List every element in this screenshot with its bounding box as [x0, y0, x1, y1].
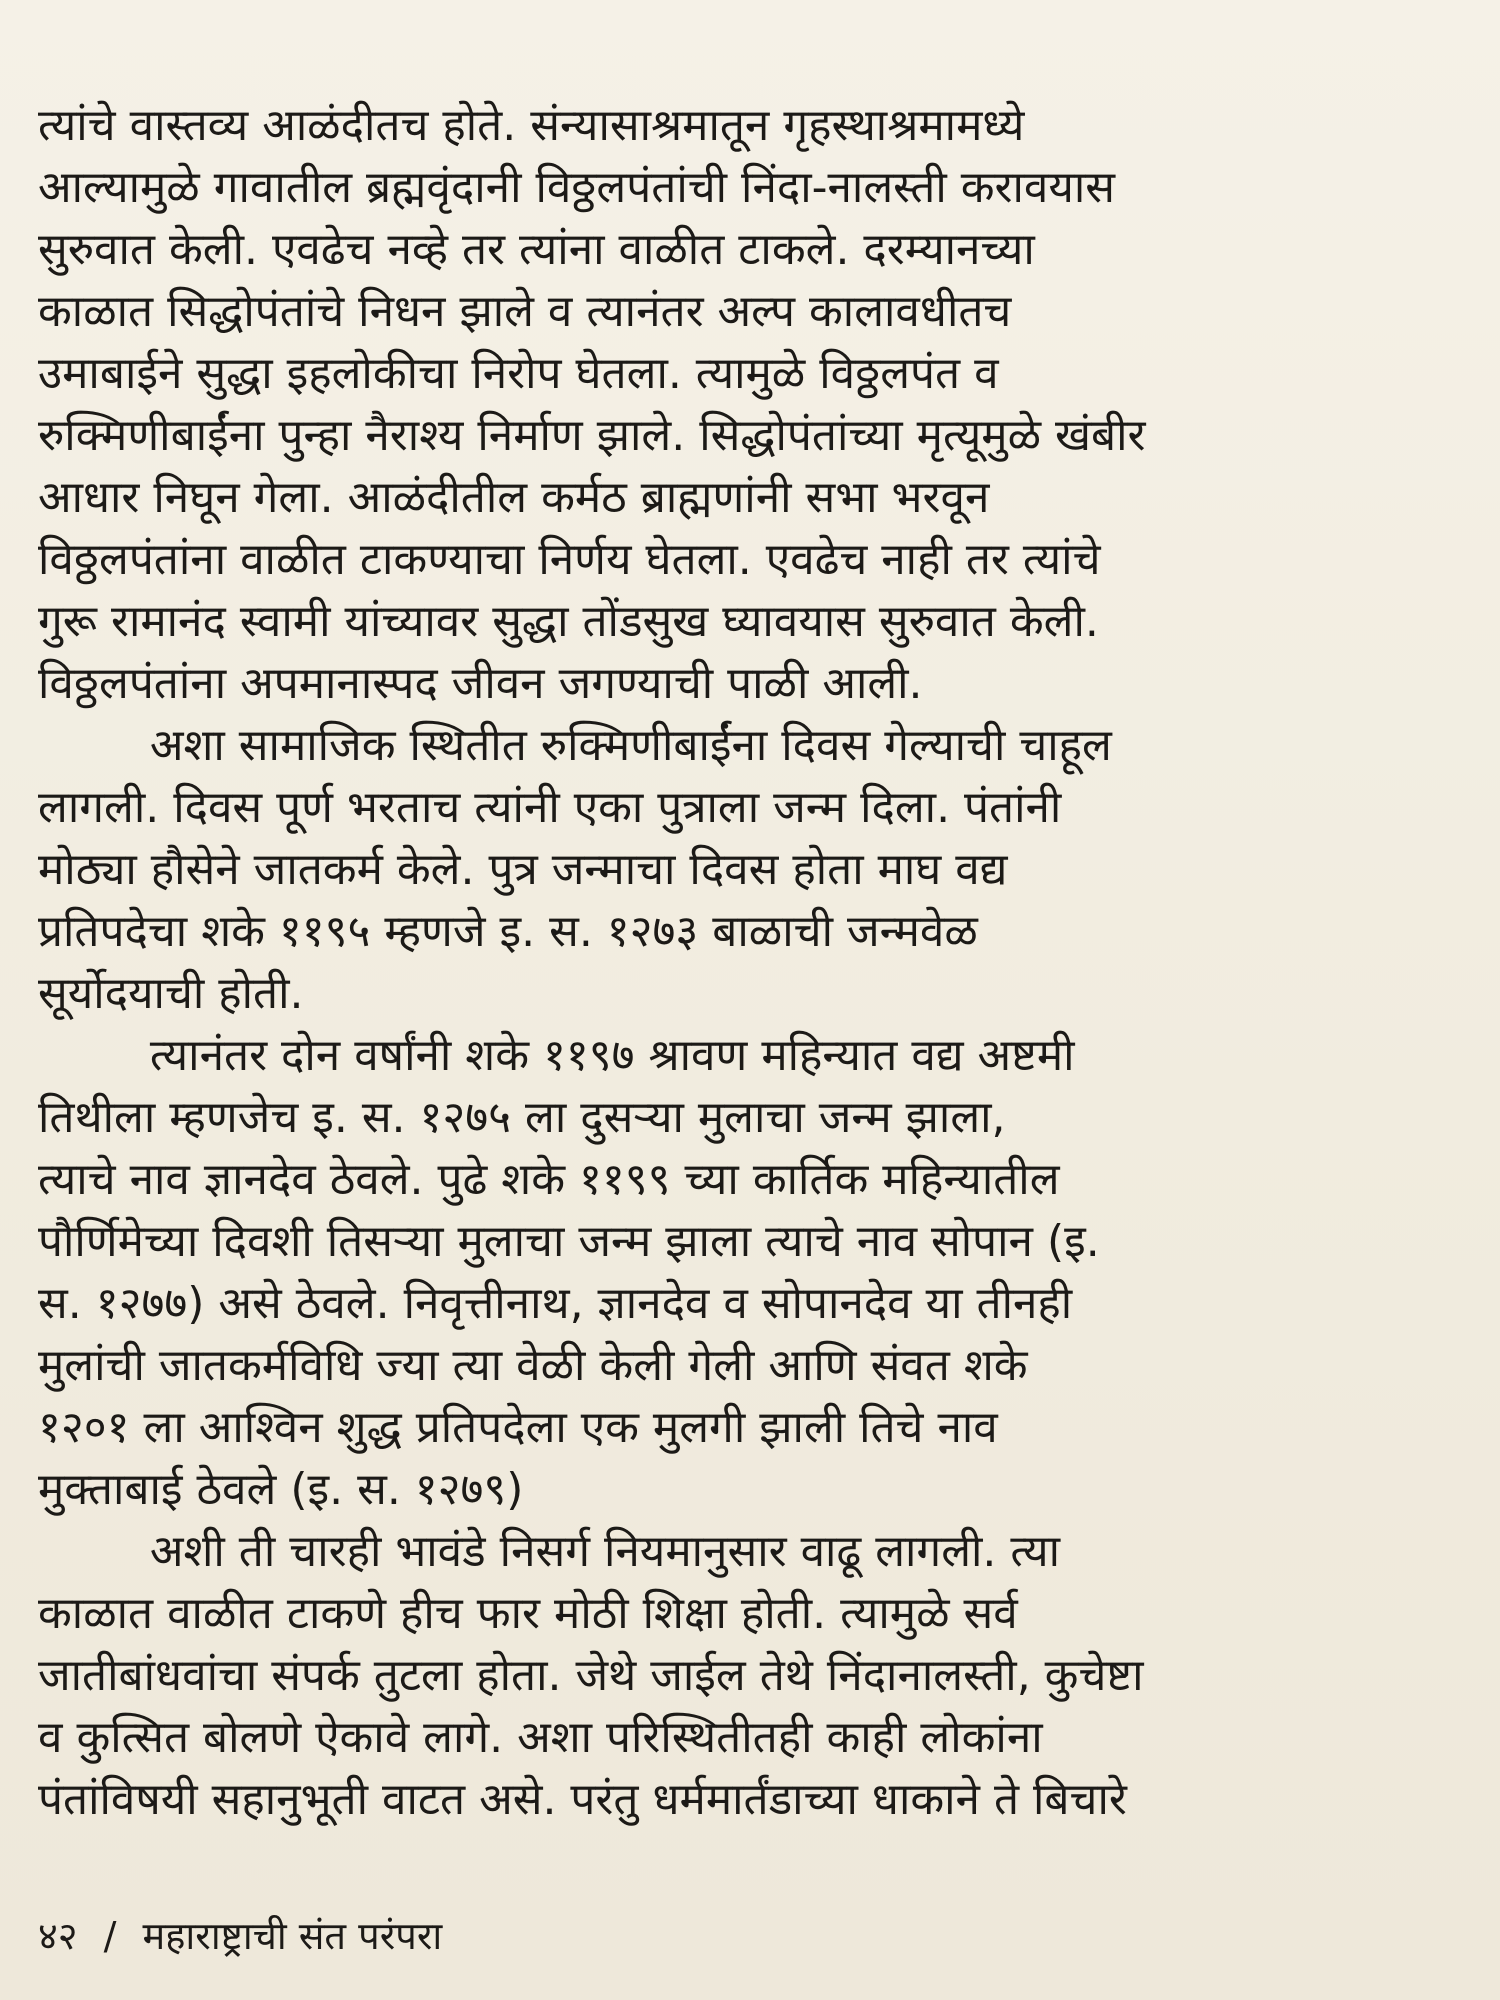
text-line: पंतांविषयी सहानुभूती वाटत असे. परंतु धर्ममार्तंडाच्या धाकाने ते बिचारे — [38, 1774, 1127, 1825]
page-number: ४२ — [38, 1914, 78, 1958]
text-line: त्यांचे वास्तव्य आळंदीतच होते. संन्यासाश्रमातून गृहस्थाश्रमामध्ये — [38, 100, 1025, 151]
text-line: विठ्ठलपंतांना वाळीत टाकण्याचा निर्णय घेतला. एवढेच नाही तर त्यांचे — [38, 534, 1101, 585]
text-line: स. १२७७) असे ठेवले. निवृत्तीनाथ, ज्ञानदेव व सोपानदेव या तीनही — [38, 1278, 1073, 1329]
text-line: त्यानंतर दोन वर्षांनी शके ११९७ श्रावण महिन्यात वद्य अष्टमी — [38, 1030, 1075, 1081]
text-line: पौर्णिमेच्या दिवशी तिसऱ्या मुलाचा जन्म झाला त्याचे नाव सोपान (इ. — [38, 1216, 1100, 1267]
text-line: सूर्योदयाची होती. — [38, 968, 304, 1019]
text-line: जातीबांधवांचा संपर्क तुटला होता. जेथे जाईल तेथे निंदानालस्ती, कुचेष्टा — [38, 1650, 1144, 1701]
text-line: मुलांची जातकर्मविधि ज्या त्या वेळी केली गेली आणि संवत शके — [38, 1340, 1028, 1391]
text-line: १२०१ ला आश्विन शुद्ध प्रतिपदेला एक मुलगी झाली तिचे नाव — [38, 1402, 998, 1453]
page-footer — [38, 1908, 442, 1964]
text-line: रुक्मिणीबाईंना पुन्हा नैराश्य निर्माण झाले. सिद्धोपंतांच्या मृत्यूमुळे खंबीर — [38, 410, 1146, 461]
text-line: सुरुवात केली. एवढेच नव्हे तर त्यांना वाळीत टाकले. दरम्यानच्या — [38, 224, 1035, 275]
text-line: लागली. दिवस पूर्ण भरताच त्यांनी एका पुत्राला जन्म दिला. पंतांनी — [38, 782, 1062, 833]
text-line: मोठ्या हौसेने जातकर्म केले. पुत्र जन्माचा दिवस होता माघ वद्य — [38, 844, 1008, 895]
footer-separator: / — [103, 1914, 117, 1958]
book-title: महाराष्ट्राची संत परंपरा — [142, 1914, 443, 1958]
text-line: त्याचे नाव ज्ञानदेव ठेवले. पुढे शके ११९९ च्या कार्तिक महिन्यातील — [38, 1154, 1060, 1205]
text-line: मुक्ताबाई ठेवले (इ. स. १२७९) — [38, 1464, 524, 1515]
text-line: प्रतिपदेचा शके ११९५ म्हणजे इ. स. १२७३ बाळाची जन्मवेळ — [38, 906, 978, 957]
text-line: व कुत्सित बोलणे ऐकावे लागे. अशा परिस्थितीतही काही लोकांना — [38, 1712, 1043, 1763]
text-line: काळात वाळीत टाकणे हीच फार मोठी शिक्षा होती. त्यामुळे सर्व — [38, 1588, 1018, 1639]
text-line: गुरू रामानंद स्वामी यांच्यावर सुद्धा तोंडसुख घ्यावयास सुरुवात केली. — [38, 596, 1099, 647]
page-body-text — [38, 95, 1478, 1831]
text-line: आधार निघून गेला. आळंदीतील कर्मठ ब्राह्मणांनी सभा भरवून — [38, 472, 990, 523]
text-line: काळात सिद्धोपंतांचे निधन झाले व त्यानंतर अल्प कालावधीतच — [38, 286, 1012, 337]
text-line: अशी ती चारही भावंडे निसर्ग नियमानुसार वाढू लागली. त्या — [38, 1526, 1061, 1577]
text-line: तिथीला म्हणजेच इ. स. १२७५ ला दुसऱ्या मुलाचा जन्म झाला, — [38, 1092, 1006, 1143]
text-line: विठ्ठलपंतांना अपमानास्पद जीवन जगण्याची पाळी आली. — [38, 658, 923, 709]
text-line: उमाबाईने सुद्धा इहलोकीचा निरोप घेतला. त्यामुळे विठ्ठलपंत व — [38, 348, 999, 399]
text-line: अशा सामाजिक स्थितीत रुक्मिणीबाईंना दिवस गेल्याची चाहूल — [38, 720, 1112, 771]
text-line: आल्यामुळे गावातील ब्रह्मवृंदानी विठ्ठलपंतांची निंदा-नालस्ती करावयास — [38, 162, 1116, 213]
